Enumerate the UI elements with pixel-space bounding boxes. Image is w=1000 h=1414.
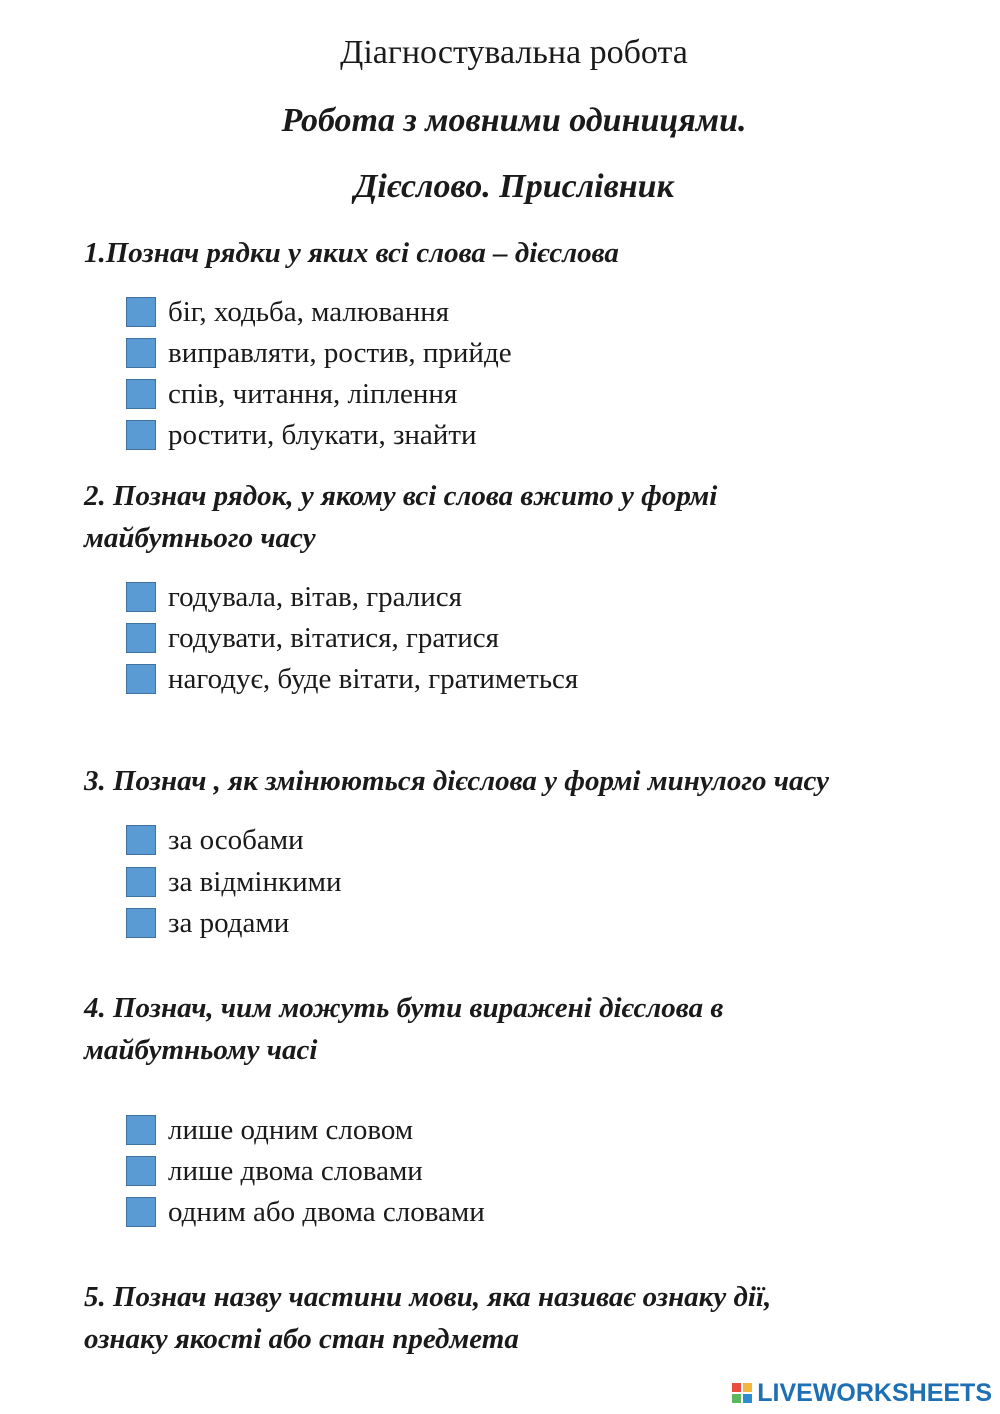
question-2 — [84, 475, 717, 559]
option-label: одним або двома словами — [168, 1195, 485, 1228]
option-checkbox[interactable] — [126, 1196, 485, 1228]
checkbox-icon[interactable] — [126, 1197, 156, 1227]
logo-tile-green — [732, 1394, 741, 1403]
question-text: майбутньому часі — [84, 1034, 318, 1066]
question-3 — [84, 760, 829, 802]
question-text: 3. Познач , як змінюються дієслова у формі минулого часу — [84, 765, 830, 797]
option-label: годувати, вітатися, гратися — [168, 621, 499, 654]
option-checkbox[interactable] — [126, 378, 457, 410]
question-text: 5. Познач назву частини мови, яка називає ознаку дії, — [84, 1281, 772, 1313]
checkbox-icon[interactable] — [126, 664, 156, 694]
option-checkbox[interactable] — [126, 866, 342, 898]
checkbox-icon[interactable] — [126, 867, 156, 897]
checkbox-icon[interactable] — [126, 1115, 156, 1145]
checkbox-icon[interactable] — [126, 297, 156, 327]
option-checkbox[interactable] — [126, 1114, 413, 1146]
option-checkbox[interactable] — [126, 296, 449, 328]
logo-tile-yellow — [743, 1383, 752, 1392]
option-checkbox[interactable] — [126, 419, 477, 451]
checkbox-icon[interactable] — [126, 420, 156, 450]
question-text: 1.Познач рядки у яких всі слова – дієслова — [84, 237, 619, 269]
option-label: за особами — [168, 823, 304, 856]
checkbox-icon[interactable] — [126, 582, 156, 612]
checkbox-icon[interactable] — [126, 825, 156, 855]
question-5 — [84, 1276, 771, 1360]
option-checkbox[interactable] — [126, 663, 578, 695]
liveworksheets-logo-icon — [732, 1383, 752, 1403]
question-text: ознаку якості або стан предмета — [84, 1323, 519, 1355]
option-label: ростити, блукати, знайти — [168, 418, 477, 451]
question-text: 4. Познач, чим можуть бути виражені дієслова в — [84, 992, 724, 1024]
checkbox-icon[interactable] — [126, 1156, 156, 1186]
option-checkbox[interactable] — [126, 581, 462, 613]
option-checkbox[interactable] — [126, 622, 499, 654]
option-label: лише двома словами — [168, 1154, 423, 1187]
option-label: нагодує, буде вітати, гратиметься — [168, 662, 579, 695]
question-1 — [84, 232, 619, 274]
option-checkbox[interactable] — [126, 824, 304, 856]
checkbox-icon[interactable] — [126, 908, 156, 938]
option-label: лише одним словом — [168, 1113, 414, 1146]
option-label: за родами — [168, 906, 290, 939]
question-4 — [84, 987, 723, 1071]
logo-tile-blue — [743, 1394, 752, 1403]
checkbox-icon[interactable] — [126, 338, 156, 368]
document-title: Діагностувальна робота — [340, 34, 688, 71]
logo-tile-red — [732, 1383, 741, 1392]
option-checkbox[interactable] — [126, 907, 289, 939]
brand-name: LIVEWORKSHEETS — [757, 1378, 992, 1407]
option-label: за відмінкими — [168, 865, 342, 898]
option-checkbox[interactable] — [126, 1155, 423, 1187]
option-label: біг, ходьба, малювання — [168, 295, 450, 328]
document-subtitle: Робота з мовними одиницями. — [281, 102, 747, 139]
option-label: годувала, вітав, гралися — [168, 580, 462, 613]
option-label: виправляти, ростив, прийде — [168, 336, 512, 369]
document-subtitle-topic: Дієслово. Прислівник — [354, 168, 674, 205]
question-text: майбутнього часу — [84, 522, 316, 554]
option-label: спів, читання, ліплення — [168, 377, 458, 410]
liveworksheets-watermark[interactable] — [732, 1378, 992, 1408]
question-text: 2. Познач рядок, у якому всі слова вжито у формі — [84, 480, 718, 512]
checkbox-icon[interactable] — [126, 379, 156, 409]
option-checkbox[interactable] — [126, 337, 512, 369]
checkbox-icon[interactable] — [126, 623, 156, 653]
